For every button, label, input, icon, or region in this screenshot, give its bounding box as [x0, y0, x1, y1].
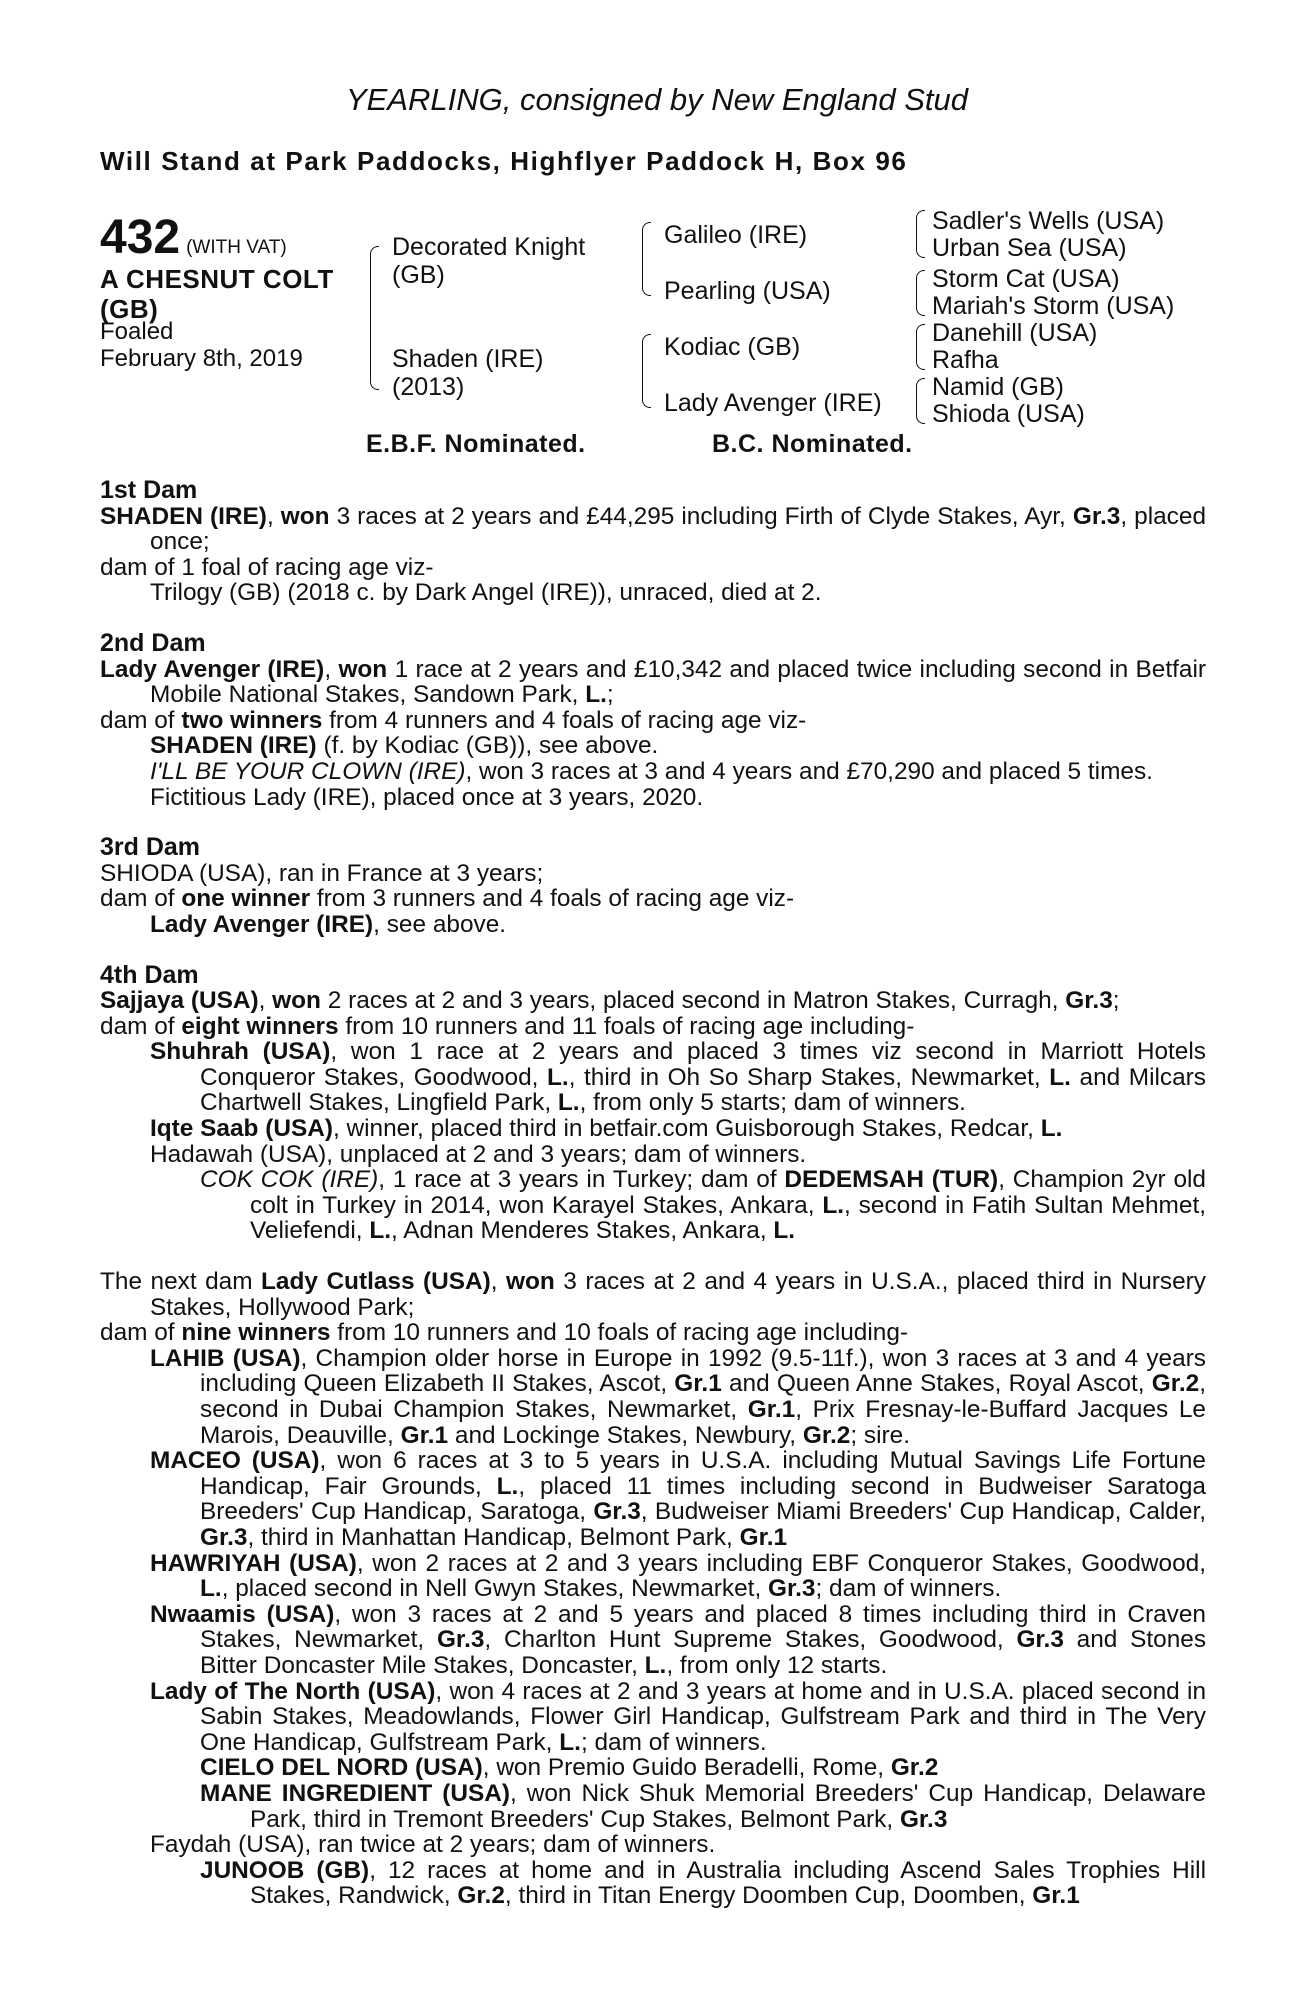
- third-dam-record: SHIODA (USA), ran in France at 3 years;: [100, 859, 544, 887]
- granddam: Mariah's Storm (USA): [932, 292, 1175, 320]
- pedigree-brace: [370, 246, 379, 390]
- bc-nomination: B.C. Nominated.: [712, 430, 913, 458]
- produce-entry: Iqte Saab (USA), winner, placed third in betfair.com Guisborough Stakes, Redcar, L.: [150, 1115, 1063, 1143]
- produce-entry: CIELO DEL NORD (USA), won Premio Guido Beradelli, Rome, Gr.2: [200, 1754, 939, 1782]
- foaled-label: Foaled: [100, 318, 174, 345]
- pedigree-brace: [642, 334, 651, 408]
- won-label: won: [280, 502, 330, 530]
- ebf-nomination: E.B.F. Nominated.: [366, 430, 586, 458]
- dam-name: Lady Avenger (IRE): [100, 655, 325, 683]
- second-dam-record: Lady Avenger (IRE), won 1 race at 2 years and £10,342 and placed twice including second in Betfair Mobile National Stakes, Sandown Park, L.;: [100, 655, 1206, 709]
- grandsire: Danehill (USA): [932, 319, 1098, 347]
- grandsire: Sadler's Wells (USA): [932, 207, 1165, 235]
- lot-description: [100, 264, 334, 324]
- pedigree-brace: [642, 222, 651, 296]
- dam-sire: Kodiac (GB): [664, 333, 801, 361]
- pedigree-brace: [916, 324, 925, 370]
- lot-number: 432: [100, 211, 181, 264]
- produce-entry: MACEO (USA), won 6 races at 3 to 5 years in U.S.A. including Mutual Savings Life Fortune Handicap, Fair Grounds, L., placed 11 times including second in Budweiser Saratoga Breeders' Cup Handicap, Saratoga, Gr.3, Budweiser Miami Breeders' Cup Handicap, Calder, Gr.3, third in Manhattan Handicap, Belmont Park, Gr.1: [150, 1447, 1206, 1551]
- produce-line: dam of nine winners from 10 runners and 10 foals of racing age including-: [100, 1319, 909, 1347]
- foaled-date: February 8th, 2019: [100, 345, 303, 372]
- section-heading: 2nd Dam: [100, 628, 206, 657]
- pedigree-brace: [916, 378, 925, 424]
- dam-name: Shaden (IRE): [392, 345, 544, 373]
- produce-line: dam of eight winners from 10 runners and 11 foals of racing age including-: [100, 1012, 915, 1040]
- produce-entry: MANE INGREDIENT (USA), won Nick Shuk Memorial Breeders' Cup Handicap, Delaware Park, third in Tremont Breeders' Cup Stakes, Belmont Park, Gr.3: [200, 1779, 1206, 1833]
- sire-sire: Galileo (IRE): [664, 221, 808, 249]
- produce-entry: Lady of The North (USA), won 4 races at 2 and 3 years at home and in U.S.A. placed second in Sabin Stakes, Meadowlands, Flower Girl Handicap, Gulfstream Park and third in The Very One Handicap, Gulfstream Park, L.; dam of winners.: [150, 1677, 1207, 1756]
- produce-entry: Lady Avenger (IRE), see above.: [150, 910, 507, 938]
- granddam: Urban Sea (USA): [932, 234, 1127, 262]
- sire-country: (GB): [392, 261, 445, 289]
- produce-entry: HAWRIYAH (USA), won 2 races at 2 and 3 years including EBF Conqueror Stakes, Goodwood, L., placed second in Nell Gwyn Stakes, Newmarket, Gr.3; dam of winners.: [150, 1549, 1206, 1603]
- description-line: (GB): [100, 294, 159, 324]
- produce-entry: JUNOOB (GB), 12 races at home and in Australia including Ascend Sales Trophies Hill Stakes, Randwick, Gr.2, third in Titan Energy Doomben Cup, Doomben, Gr.1: [200, 1856, 1206, 1910]
- dam-year: (2013): [392, 373, 465, 401]
- section-heading: 4th Dam: [100, 960, 199, 989]
- family-history: [100, 478, 1206, 1909]
- produce-entry: I'LL BE YOUR CLOWN (IRE), won 3 races at 3 and 4 years and £70,290 and placed 5 times.: [150, 757, 1153, 785]
- section-heading: 1st Dam: [100, 476, 198, 504]
- dam-dam: Lady Avenger (IRE): [664, 389, 882, 417]
- granddam: Shioda (USA): [932, 400, 1085, 428]
- consignment-line: YEARLING, consigned by New England Stud: [345, 82, 969, 117]
- pedigree-brace: [916, 270, 925, 316]
- produce-entry: LAHIB (USA), Champion older horse in Europe in 1992 (9.5-11f.), won 3 races at 3 and 4 years including Queen Elizabeth II Stakes, Ascot, Gr.1 and Queen Anne Stakes, Royal Ascot, Gr.2, second in Dubai Champion Stakes, Newmarket, Gr.1, Prix Fresnay-le-Buffard Jacques Le Marois, Deauville, Gr.1 and Lockinge Stakes, Newbury, Gr.2; sire.: [150, 1344, 1206, 1449]
- produce-entry: COK COK (IRE), 1 race at 3 years in Turkey; dam of DEDEMSAH (TUR), Champion 2yr old colt in Turkey in 2014, won Karayel Stakes, Ankara, L., second in Fatih Sultan Mehmet, Veliefendi, L., Adnan Menderes Stakes, Ankara, L.: [200, 1166, 1206, 1245]
- lot-number-block: [100, 210, 287, 265]
- granddam: Rafha: [932, 346, 999, 374]
- stand-location: Will Stand at Park Paddocks, Highflyer Paddock H, Box 96: [100, 146, 908, 176]
- grandsire: Storm Cat (USA): [932, 265, 1120, 293]
- produce-entry: Shuhrah (USA), won 1 race at 2 years and placed 3 times viz second in Marriott Hotels Conqueror Stakes, Goodwood, L., third in Oh So Sharp Stakes, Newmarket, L. and Milcars Chartwell Stakes, Lingfield Park, L., from only 5 starts; dam of winners.: [150, 1038, 1206, 1117]
- vat-note: (WITH VAT): [186, 237, 287, 258]
- section-heading: 3rd Dam: [100, 833, 201, 862]
- produce-line: dam of one winner from 3 runners and 4 foals of racing age viz-: [100, 885, 795, 913]
- produce-entry: Fictitious Lady (IRE), placed once at 3 years, 2020.: [150, 783, 704, 811]
- dam-name: SHADEN (IRE): [100, 502, 267, 530]
- sire-dam: Pearling (USA): [664, 277, 831, 305]
- sire-name: Decorated Knight: [392, 233, 586, 261]
- foaled-info: [100, 318, 303, 372]
- produce-entry: Nwaamis (USA), won 3 races at 2 and 5 years and placed 8 times including third in Craven Stakes, Newmarket, Gr.3, Charlton Hunt Supreme Stakes, Goodwood, Gr.3 and Stones Bitter Doncaster Mile Stakes, Doncaster, L., from only 12 starts.: [150, 1600, 1207, 1679]
- produce-entry: Trilogy (GB) (2018 c. by Dark Angel (IRE)), unraced, died at 2.: [150, 579, 822, 607]
- grandsire: Namid (GB): [932, 373, 1064, 401]
- produce-entry: Hadawah (USA), unplaced at 2 and 3 years; dam of winners.: [150, 1140, 807, 1168]
- next-dam-record: The next dam Lady Cutlass (USA), won 3 races at 2 and 4 years in U.S.A., placed third in Nursery Stakes, Hollywood Park;: [100, 1268, 1206, 1321]
- produce-line: dam of two winners from 4 runners and 4 foals of racing age viz-: [100, 706, 807, 734]
- first-dam-record: SHADEN (IRE), won 3 races at 2 years and £44,295 including Firth of Clyde Stakes, Ayr, Gr.3, placed once;: [100, 502, 1207, 556]
- produce-line: dam of 1 foal of racing age viz-: [100, 553, 434, 581]
- produce-entry: SHADEN (IRE) (f. by Kodiac (GB)), see above.: [150, 732, 659, 760]
- produce-entry: Faydah (USA), ran twice at 2 years; dam of winners.: [150, 1831, 716, 1859]
- fourth-dam-record: Sajjaya (USA), won 2 races at 2 and 3 years, placed second in Matron Stakes, Curragh, Gr.3;: [100, 987, 1120, 1015]
- description-line: A CHESNUT COLT: [100, 264, 334, 294]
- pedigree-brace: [916, 210, 925, 258]
